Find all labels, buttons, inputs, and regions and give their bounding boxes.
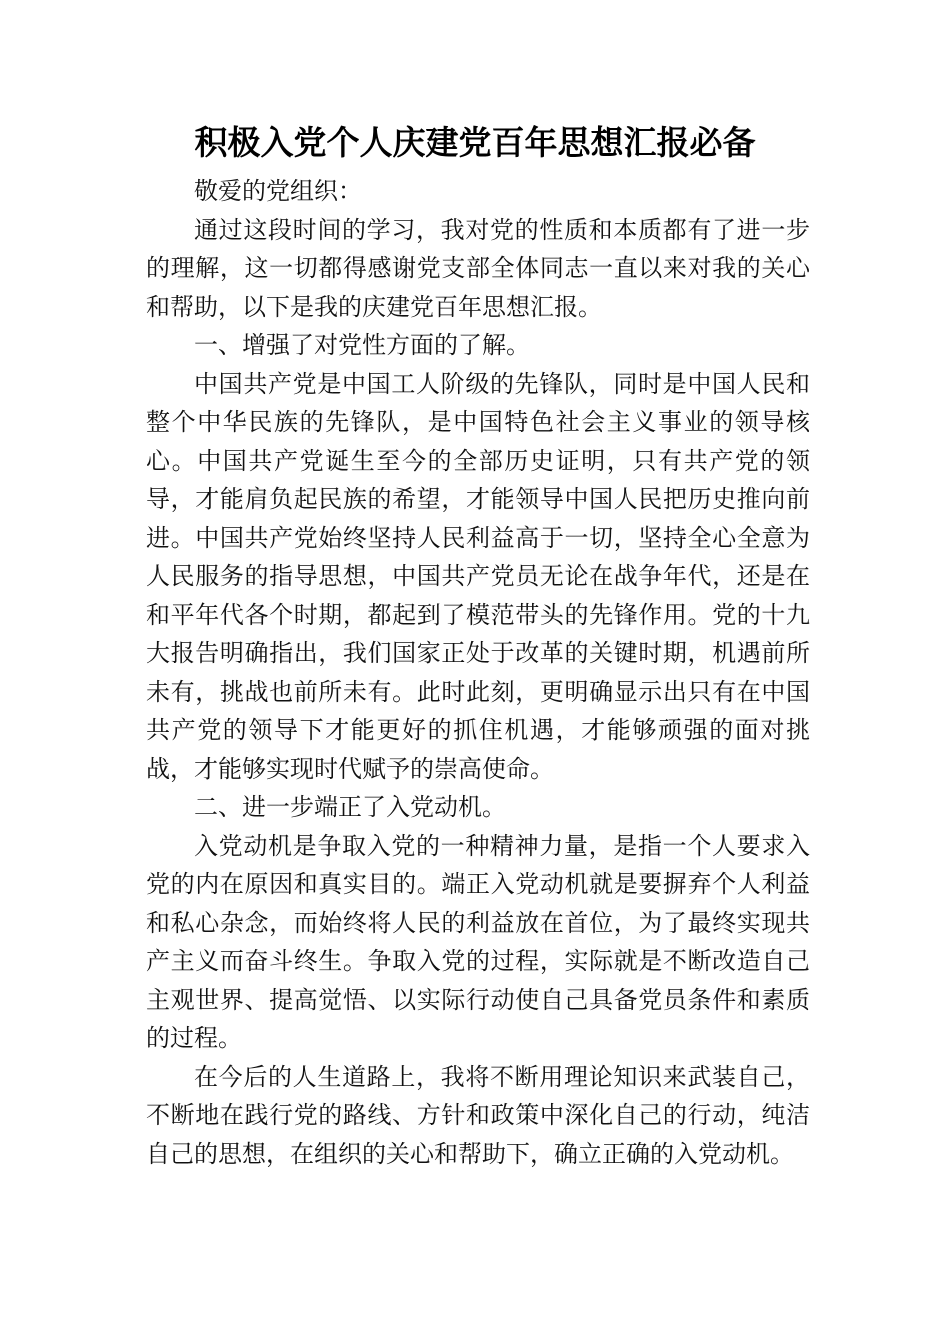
document-body [146,172,810,1173]
section-heading-1: 一、增强了对党性方面的了解。 [194,331,530,359]
salutation: 敬爱的党组织： [194,177,362,205]
paragraph-section-1: 中国共产党是中国工人阶级的先锋队，同时是中国人民和整个中华民族的先锋队，是中国特色社会主义事业的领导核心。中国共产党诞生至今的全部历史证明，只有共产党的领导，才能肩负起民族的希望，才能领导中国人民把历史推向前进。中国共产党始终坚持人民利益高于一切，坚持全心全意为人民服务的指导思想，中国共产党员无论在战争年代，还是在和平年代各个时期，都起到了模范带头的先锋作用。党的十九大报告明确指出，我们国家正处于改革的关键时期，机遇前所未有，挑战也前所未有。此时此刻，更明确显示出只有在中国共产党的领导下才能更好的抓住机遇，才能够顽强的面对挑战，才能够实现时代赋予的崇高使命。 [146,369,810,783]
paragraph-conclusion: 在今后的人生道路上，我将不断用理论知识来武装自己，不断地在践行党的路线、方针和政策中深化自己的行动，纯洁自己的思想，在组织的关心和帮助下，确立正确的入党动机。 [146,1062,810,1168]
document-title: 积极入党个人庆建党百年思想汇报必备 [194,123,756,162]
paragraph-section-2: 入党动机是争取入党的一种精神力量，是指一个人要求入党的内在原因和真实目的。端正入党动机就是要摒弃个人利益和私心杂念，而始终将人民的利益放在首位，为了最终实现共产主义而奋斗终生。争取入党的过程，实际就是不断改造自己主观世界、提高觉悟、以实际行动使自己具备党员条件和素质的过程。 [146,831,810,1052]
paragraph-intro: 通过这段时间的学习，我对党的性质和本质都有了进一步的理解，这一切都得感谢党支部全体同志一直以来对我的关心和帮助，以下是我的庆建党百年思想汇报。 [146,215,810,321]
section-heading-2: 二、进一步端正了入党动机。 [194,793,506,821]
